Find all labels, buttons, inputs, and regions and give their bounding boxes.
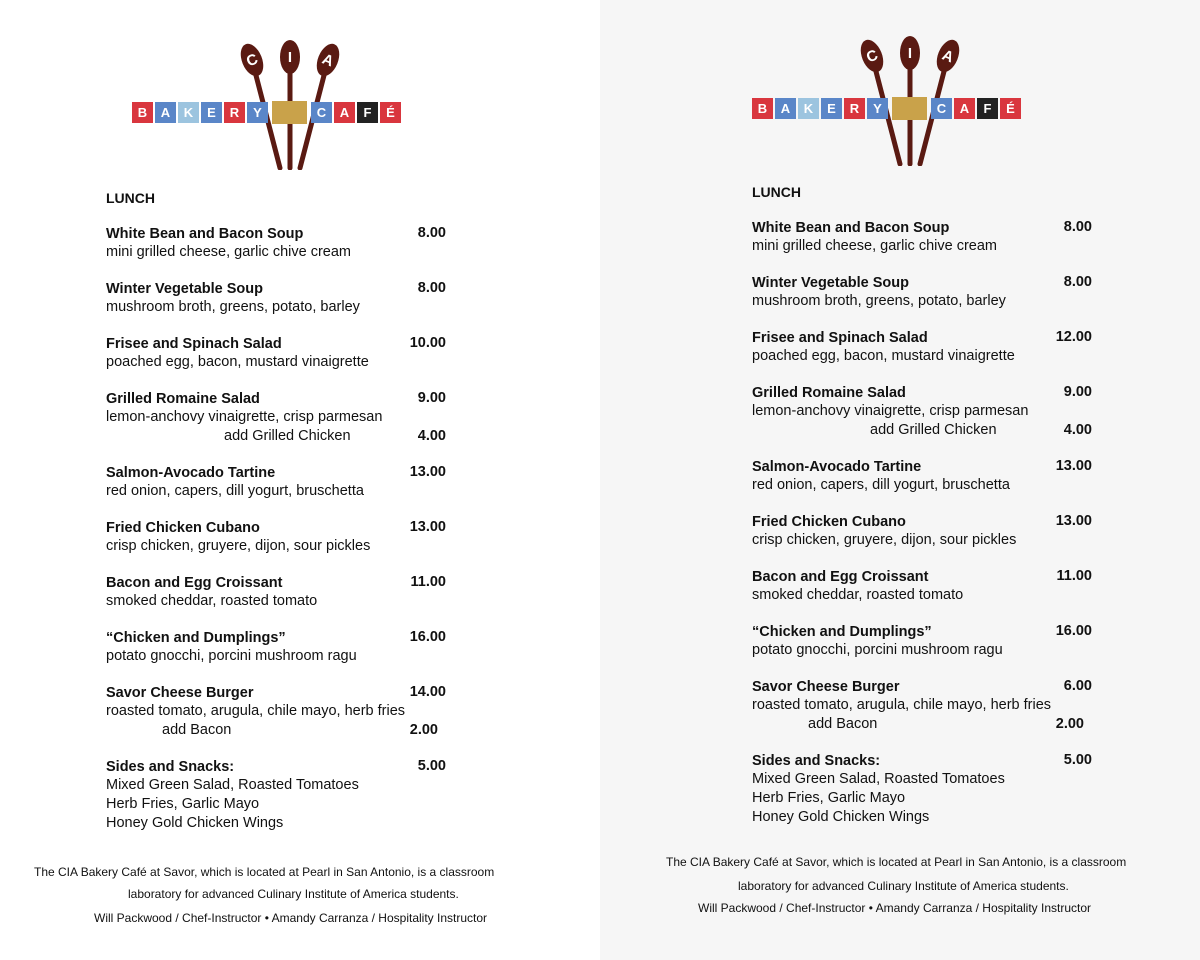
item-name: Grilled Romaine Salad xyxy=(106,391,260,407)
menu-page-right xyxy=(600,0,1200,960)
item-description: lemon-anchovy vinaigrette, crisp parmesan xyxy=(752,403,1029,419)
menu-item-row xyxy=(106,335,446,354)
menu-item-row xyxy=(106,225,446,244)
cia-initial: C xyxy=(243,50,261,71)
sides-price: 5.00 xyxy=(1063,752,1092,768)
cia-initial: I xyxy=(287,49,293,66)
item-spacer xyxy=(752,496,1092,513)
menu-item-row xyxy=(106,519,446,538)
footer-line1: The CIA Bakery Café at Savor, which is located at Pearl in San Antonio, is a classroom xyxy=(666,855,1127,869)
sides-section xyxy=(752,752,1092,828)
menu-item-row xyxy=(752,219,1092,238)
item-addon xyxy=(752,716,1092,735)
item-description: poached egg, bacon, mustard vinaigrette xyxy=(106,354,369,370)
menu-item xyxy=(752,568,1092,606)
item-name: Grilled Romaine Salad xyxy=(752,385,906,401)
item-price: 16.00 xyxy=(409,629,446,645)
item-description: smoked cheddar, roasted tomato xyxy=(752,587,964,603)
logo-letter: A xyxy=(160,105,171,120)
menu-item-row xyxy=(106,280,446,299)
logo-letter: B xyxy=(137,105,148,120)
item-price: 13.00 xyxy=(409,519,446,535)
item-spacer xyxy=(106,447,446,464)
item-description: mushroom broth, greens, potato, barley xyxy=(106,299,360,315)
item-spacer xyxy=(106,502,446,519)
menu-item-row xyxy=(752,623,1092,642)
sides-row xyxy=(752,752,1092,771)
item-description: mushroom broth, greens, potato, barley xyxy=(752,293,1006,309)
menu-item-row xyxy=(106,464,446,483)
menu-item xyxy=(106,390,446,447)
menu-item-row xyxy=(752,568,1092,587)
footer-line3: Will Packwood / Chef-Instructor • Amandy Carranza / Hospitality Instructor xyxy=(698,901,1092,915)
addon-label: add Bacon xyxy=(162,722,232,738)
menu-item xyxy=(752,623,1092,661)
lunch-menu xyxy=(752,184,1092,828)
item-price: 11.00 xyxy=(1056,568,1092,584)
logo-letter: K xyxy=(803,101,814,116)
menu-item xyxy=(106,574,446,612)
menu-item xyxy=(752,678,1092,735)
menu-item xyxy=(106,519,446,557)
logo-letter: R xyxy=(849,101,860,116)
footer-line2: laboratory for advanced Culinary Institute of America students. xyxy=(738,879,1069,893)
item-name: White Bean and Bacon Soup xyxy=(752,220,950,236)
sides-line: Herb Fries, Garlic Mayo xyxy=(106,796,260,812)
item-spacer xyxy=(106,667,446,684)
item-price: 12.00 xyxy=(1055,329,1092,345)
addon-label: add Bacon xyxy=(808,716,878,732)
item-spacer xyxy=(752,367,1092,384)
sides-price: 5.00 xyxy=(417,758,446,774)
logo-letter: B xyxy=(757,101,768,116)
sides-line: Herb Fries, Garlic Mayo xyxy=(752,790,906,806)
item-price: 9.00 xyxy=(1063,384,1092,400)
logo-letter: E xyxy=(827,101,836,116)
item-spacer xyxy=(752,606,1092,623)
item-spacer xyxy=(752,441,1092,458)
item-description: lemon-anchovy vinaigrette, crisp parmesan xyxy=(106,409,383,425)
item-description: potato gnocchi, porcini mushroom ragu xyxy=(752,642,1003,658)
addon-price: 4.00 xyxy=(1063,422,1092,438)
item-addon xyxy=(106,428,446,447)
item-description: crisp chicken, gruyere, dijon, sour pickles xyxy=(752,532,1017,548)
item-description: roasted tomato, arugula, chile mayo, herb fries xyxy=(106,703,406,719)
cia-bakery-cafe-logo xyxy=(750,36,1070,166)
sides-line: Honey Gold Chicken Wings xyxy=(752,809,930,825)
item-name: Winter Vegetable Soup xyxy=(752,275,909,291)
item-spacer xyxy=(752,551,1092,568)
item-description: crisp chicken, gruyere, dijon, sour pickles xyxy=(106,538,371,554)
menu-item xyxy=(752,274,1092,312)
logo-letter: C xyxy=(936,101,947,116)
item-description: roasted tomato, arugula, chile mayo, herb fries xyxy=(752,697,1052,713)
menu-item-row xyxy=(106,574,446,593)
item-name: Bacon and Egg Croissant xyxy=(106,575,283,591)
item-price: 16.00 xyxy=(1055,623,1092,639)
menu-item-row xyxy=(106,629,446,648)
logo-tile-gold xyxy=(892,97,927,120)
addon-label: add Grilled Chicken xyxy=(870,422,997,438)
logo-letter: K xyxy=(183,105,194,120)
sides-line: Mixed Green Salad, Roasted Tomatoes xyxy=(106,777,359,793)
cia-bakery-cafe-logo xyxy=(130,40,450,170)
sides-line: Honey Gold Chicken Wings xyxy=(106,815,284,831)
menu-item-row xyxy=(752,329,1092,348)
item-name: Fried Chicken Cubano xyxy=(752,514,906,530)
item-description: red onion, capers, dill yogurt, bruschetta xyxy=(752,477,1010,493)
item-price: 11.00 xyxy=(410,574,446,590)
item-price: 8.00 xyxy=(417,280,446,296)
item-addon xyxy=(106,722,446,741)
menu-item-row xyxy=(106,390,446,409)
menu-item xyxy=(106,629,446,667)
sides-name: Sides and Snacks: xyxy=(752,753,881,769)
addon-price: 2.00 xyxy=(409,722,438,738)
menu-item-row xyxy=(106,684,446,703)
item-name: Savor Cheese Burger xyxy=(106,685,254,701)
logo-letter: C xyxy=(316,105,327,120)
item-description: red onion, capers, dill yogurt, bruschetta xyxy=(106,483,364,499)
item-name: White Bean and Bacon Soup xyxy=(106,226,304,242)
logo-letter: F xyxy=(983,101,992,116)
logo-letter: É xyxy=(386,105,395,120)
item-price: 10.00 xyxy=(409,335,446,351)
item-price: 14.00 xyxy=(409,684,446,700)
footer-line1: The CIA Bakery Café at Savor, which is located at Pearl in San Antonio, is a classroom xyxy=(34,865,495,879)
logo-letter: A xyxy=(959,101,970,116)
logo-letter: F xyxy=(363,105,372,120)
logo-tile-gold xyxy=(272,101,307,124)
menu-item xyxy=(752,219,1092,257)
item-name: “Chicken and Dumplings” xyxy=(752,624,932,640)
cia-initial: C xyxy=(863,46,881,67)
item-price: 13.00 xyxy=(1055,458,1092,474)
menu-item-row xyxy=(752,678,1092,697)
item-spacer xyxy=(106,557,446,574)
item-description: mini grilled cheese, garlic chive cream xyxy=(106,244,351,260)
item-name: Fried Chicken Cubano xyxy=(106,520,260,536)
item-name: Winter Vegetable Soup xyxy=(106,281,263,297)
item-spacer xyxy=(752,312,1092,329)
item-price: 8.00 xyxy=(417,225,446,241)
logo-letter: Y xyxy=(253,105,262,120)
logo-letter: A xyxy=(339,105,350,120)
cia-initial: I xyxy=(907,45,913,62)
item-spacer xyxy=(752,257,1092,274)
item-name: Bacon and Egg Croissant xyxy=(752,569,929,585)
item-spacer xyxy=(106,741,446,758)
item-price: 9.00 xyxy=(417,390,446,406)
item-addon xyxy=(752,422,1092,441)
sides-row xyxy=(106,758,446,777)
footer-line2: laboratory for advanced Culinary Institute of America students. xyxy=(128,887,459,901)
item-description: mini grilled cheese, garlic chive cream xyxy=(752,238,997,254)
menu-item xyxy=(106,280,446,318)
menu-item xyxy=(106,335,446,373)
addon-label: add Grilled Chicken xyxy=(224,428,351,444)
addon-price: 4.00 xyxy=(417,428,446,444)
menu-item xyxy=(752,458,1092,496)
item-description: smoked cheddar, roasted tomato xyxy=(106,593,318,609)
item-name: Frisee and Spinach Salad xyxy=(106,336,282,352)
item-price: 6.00 xyxy=(1063,678,1092,694)
item-description: potato gnocchi, porcini mushroom ragu xyxy=(106,648,357,664)
item-spacer xyxy=(106,373,446,390)
menu-item-row xyxy=(752,274,1092,293)
logo-letter: R xyxy=(229,105,240,120)
footer-line3: Will Packwood / Chef-Instructor • Amandy Carranza / Hospitality Instructor xyxy=(94,911,488,925)
sides-name: Sides and Snacks: xyxy=(106,759,235,775)
item-name: “Chicken and Dumplings” xyxy=(106,630,286,646)
item-price: 13.00 xyxy=(409,464,446,480)
item-name: Frisee and Spinach Salad xyxy=(752,330,928,346)
lunch-menu xyxy=(106,190,446,834)
menu-item-row xyxy=(752,384,1092,403)
cia-initial: A xyxy=(319,50,337,71)
menu-heading: LUNCH xyxy=(752,184,801,200)
item-price: 13.00 xyxy=(1055,513,1092,529)
menu-item-row xyxy=(752,513,1092,532)
item-description: poached egg, bacon, mustard vinaigrette xyxy=(752,348,1015,364)
item-price: 8.00 xyxy=(1063,219,1092,235)
item-name: Salmon-Avocado Tartine xyxy=(752,459,922,475)
menu-item xyxy=(106,225,446,263)
item-spacer xyxy=(106,612,446,629)
menu-item xyxy=(106,684,446,741)
item-spacer xyxy=(106,263,446,280)
item-spacer xyxy=(752,735,1092,752)
logo-letter: E xyxy=(207,105,216,120)
menu-item xyxy=(752,329,1092,367)
logo-letter: A xyxy=(780,101,791,116)
menu-item xyxy=(752,513,1092,551)
item-price: 8.00 xyxy=(1063,274,1092,290)
menu-item xyxy=(752,384,1092,441)
item-spacer xyxy=(106,318,446,335)
item-name: Salmon-Avocado Tartine xyxy=(106,465,276,481)
cia-initial: A xyxy=(939,46,957,67)
menu-item xyxy=(106,464,446,502)
menu-item-row xyxy=(752,458,1092,477)
logo-letter: É xyxy=(1006,101,1015,116)
item-name: Savor Cheese Burger xyxy=(752,679,900,695)
sides-section xyxy=(106,758,446,834)
logo-letter: Y xyxy=(873,101,882,116)
menu-heading: LUNCH xyxy=(106,190,155,206)
sides-line: Mixed Green Salad, Roasted Tomatoes xyxy=(752,771,1005,787)
item-spacer xyxy=(752,661,1092,678)
addon-price: 2.00 xyxy=(1055,716,1084,732)
